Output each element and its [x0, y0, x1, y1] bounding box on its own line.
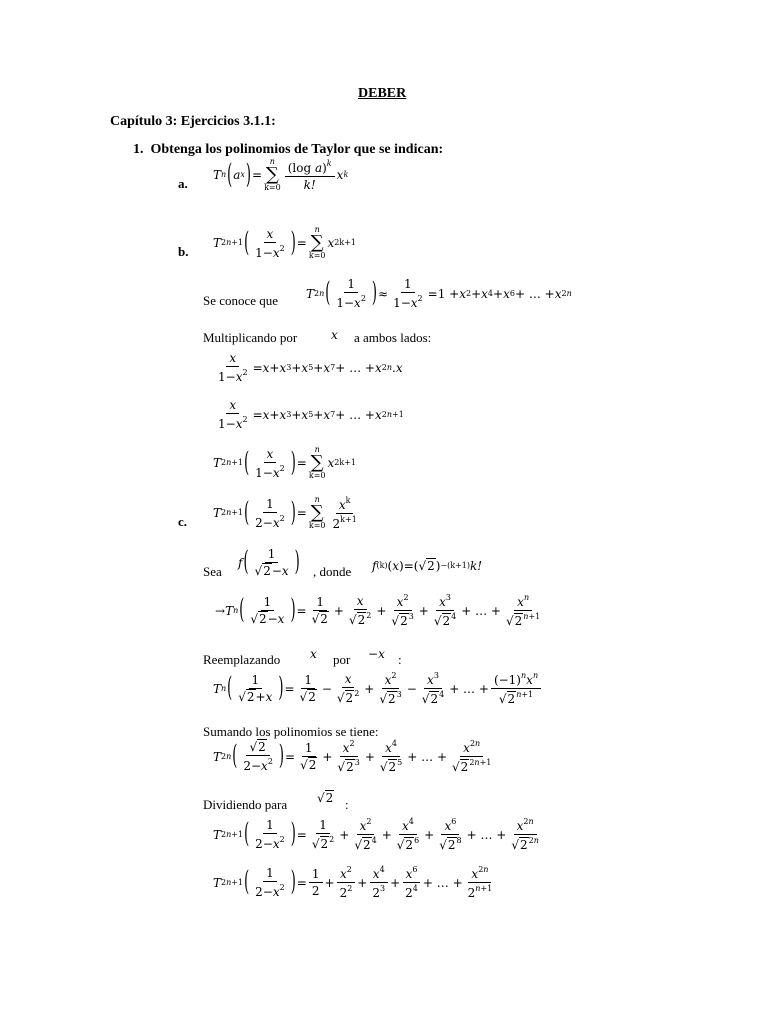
derivative-f: f (k) ( x )=( √2 ) −(k+1) k! — [372, 559, 483, 573]
equation-c6: T 2n+1 ( $\frac{1}{2-x^2}$ ) = $\frac{1}{2}$ + $\frac{x^2}{2^2}$ + $\frac{x^4}{2^3}$ + $\frac{x^6}{2^4}$ + … + $\frac{x^{2n}}{2^{n+1}}$ — [213, 865, 493, 900]
equation-c3: T n ( $\frac{1}{√2+x}$ ) = $\frac{1}{√2}$ − $\frac{x}{√2^2}$ + $\frac{x^2}{√2^3}$ − $\frac{x^3}{√2^4}$ + … + $\frac{(-1)^nx^n}{√2^{n+1}}$ — [213, 672, 543, 705]
equation-b4: $\frac{x}{1-x^2}$ = x + x 3 + x 5 + x 7 + … + x 2n+1 — [218, 398, 404, 431]
exercise-statement: 1. Obtenga los polinomios de Taylor que se indican: — [133, 142, 444, 157]
reemplazando-text: Reemplazando — [203, 652, 281, 667]
equation-a: T n ( a x ) = n ∑ k=0 $\frac{(\log a)^k}{k!}$ x k — [213, 157, 349, 192]
colon-text-2: : — [345, 797, 349, 812]
equation-b5: T 2n+1 ( $\frac{x}{1-x^2}$ ) = n ∑ k=0 x 2k+1 — [213, 445, 357, 480]
multiplicando-text: Multiplicando por — [203, 330, 298, 345]
item-b-label: b. — [178, 244, 189, 259]
ambos-lados-text: a ambos lados: — [354, 330, 432, 345]
item-a-label: a. — [178, 176, 188, 191]
sqrt-two: √2 — [317, 791, 334, 805]
chapter-heading: Capítulo 3: Ejercicios 3.1.1: — [110, 114, 276, 129]
equation-c4: T 2n ( $\frac{√2}{2-x^2}$ ) = $\frac{1}{√2}$ + $\frac{x^2}{√2^3}$ + $\frac{x^4}{√2^5}$ + … + $\frac{x^{2n}}{√2^{2n+1}}$ — [213, 739, 492, 774]
equation-b2: T 2n ( $\frac{1}{1-x^2}$ ) ≈ $\frac{1}{1-x^2}$ =1 + x 2 + x 4 + x 6 + … + x 2n — [306, 277, 572, 310]
document-title: DEBER — [358, 86, 407, 101]
equation-c5: T 2n+1 ( $\frac{1}{2-x^2}$ ) = $\frac{1}{√2^2}$ + $\frac{x^2}{√2^4}$ + $\frac{x^4}{√2^6}$ + $\frac{x^6}{√2^8}$ + … + $\frac{x^{2n}}{√2^{2n}}$ — [213, 817, 539, 852]
x-variable: x — [331, 328, 338, 342]
equation-b3: $\frac{x}{1-x^2}$ = x + x 3 + x 5 + x 7 + … + x 2n . x — [218, 351, 403, 384]
equation-c1: T 2n+1 ( $\frac{1}{2-x^2}$ ) = n ∑ k=0 $\frac{x^k}{2^{k+1}}$ — [213, 495, 357, 531]
x-variable-2: x — [310, 647, 317, 661]
donde-text: , donde — [313, 564, 352, 579]
sumando-text: Sumando los polinomios se tiene: — [203, 724, 379, 739]
se-conoce-text: Se conoce que — [203, 293, 279, 308]
por-text: por — [333, 652, 351, 667]
colon-text: : — [398, 652, 402, 667]
equation-b1: T 2n+1 ( $\frac{x}{1-x^2}$ ) = n ∑ k=0 x 2k+1 — [213, 225, 357, 260]
neg-x-variable: −x — [368, 647, 385, 661]
equation-c2: → T n ( $\frac{1}{√2-x}$ ) = $\frac{1}{√2}$ + $\frac{x}{√2^2}$ + $\frac{x^2}{√2^3}$ + $\frac{x^3}{√2^4}$ + … + $\frac{x^n}{√2^{n+1}}$ — [215, 593, 541, 628]
function-f: f ( $\frac{1}{√2-x}$ ) — [238, 546, 300, 579]
dividiendo-text: Dividiendo para — [203, 797, 288, 812]
sea-text: Sea — [203, 564, 222, 579]
item-c-label: c. — [178, 514, 188, 529]
